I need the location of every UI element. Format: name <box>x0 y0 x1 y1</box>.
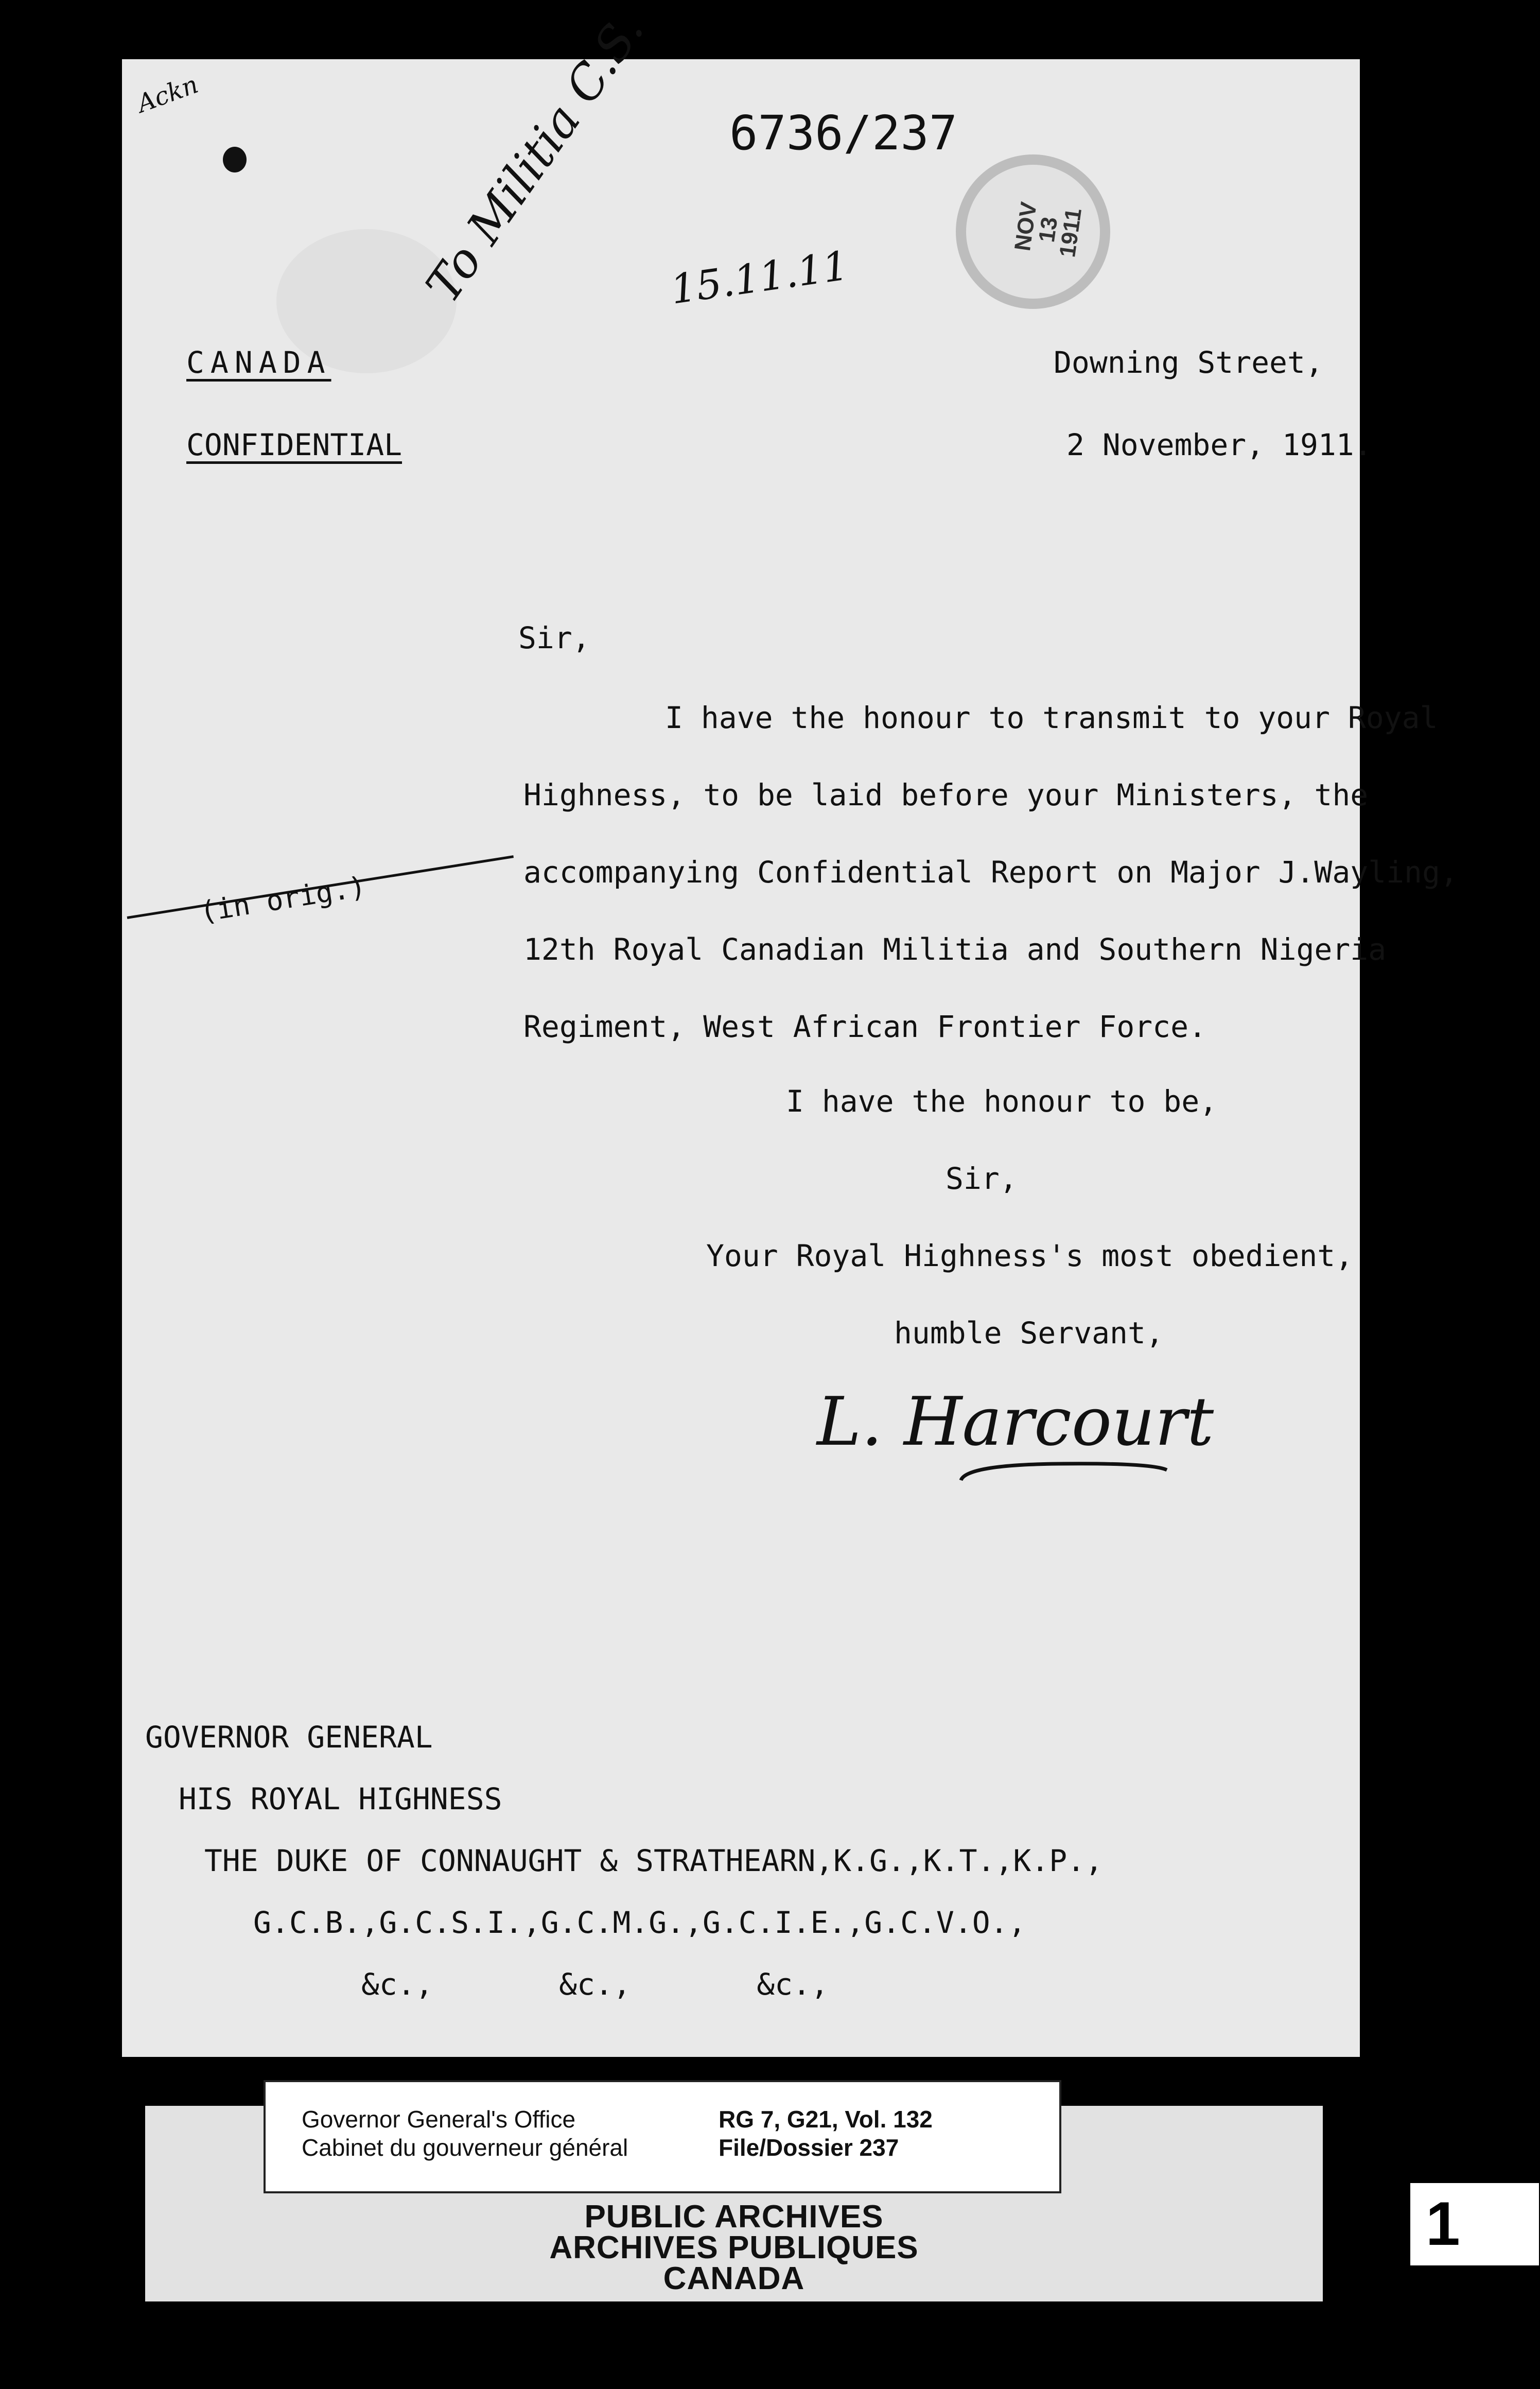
punch-hole <box>223 147 247 172</box>
stamp-month: NOV <box>1010 200 1042 253</box>
body-line: Regiment, West African Frontier Force. <box>523 1009 1206 1044</box>
body-line: Highness, to be laid before your Ministers, the <box>523 777 1369 812</box>
frame-number: 1 <box>1426 2189 1460 2258</box>
heading-confidential: CONFIDENTIAL <box>186 427 402 462</box>
file-number: 6736/237 <box>729 106 958 161</box>
closing-line: Your Royal Highness's most obedient, <box>706 1238 1354 1273</box>
letter-page <box>122 3 1458 2057</box>
signature: L. Harcourt <box>817 1382 1214 1461</box>
office-fr: Cabinet du gouverneur général <box>302 2134 628 2161</box>
addressee-line: THE DUKE OF CONNAUGHT & STRATHEARN,K.G.,K.T.,K.P., <box>204 1843 1103 1878</box>
body-line: I have the honour to transmit to your Royal <box>665 700 1438 735</box>
office-en: Governor General's Office <box>302 2106 576 2133</box>
closing-line: Sir, <box>946 1161 1018 1196</box>
corner-note: Ackn <box>133 70 202 119</box>
addressee-line: HIS ROYAL HIGHNESS <box>179 1781 502 1816</box>
addressee-line: G.C.B.,G.C.S.I.,G.C.M.G.,G.C.I.E.,G.C.V.O., <box>253 1905 1026 1940</box>
received-stamp <box>956 154 1110 309</box>
heading-canada: CANADA <box>186 345 331 380</box>
closing-line: I have the honour to be, <box>786 1084 1218 1119</box>
archive-label <box>145 2106 1323 2301</box>
signature-flourish <box>956 1449 1172 1496</box>
letter-date: 2 November, 1911. <box>1066 427 1372 462</box>
salutation: Sir, <box>518 620 590 655</box>
addressee-line: GOVERNOR GENERAL <box>145 1720 433 1755</box>
addressee-line: &c., &c., &c., <box>361 1967 829 2002</box>
archive-file: File/Dossier 237 <box>719 2134 899 2161</box>
stamp-day: 13 <box>1034 215 1063 244</box>
handwritten-routing: To Militia C.S. <box>415 3 655 313</box>
stamp-year: 1911 <box>1055 206 1087 259</box>
margin-note: (in orig.) <box>198 870 369 929</box>
archive-line-2: ARCHIVES PUBLIQUES <box>549 2230 919 2265</box>
archive-line-1: PUBLIC ARCHIVES <box>584 2199 884 2235</box>
letter-address: Downing Street, <box>1054 345 1323 380</box>
closing-line: humble Servant, <box>894 1315 1164 1351</box>
body-line: 12th Royal Canadian Militia and Southern Nigeria <box>523 932 1387 967</box>
archive-line-3: CANADA <box>663 2261 805 2296</box>
body-line: accompanying Confidential Report on Major J.Wayling, <box>523 855 1458 890</box>
archive-reference-box <box>264 2080 1061 2193</box>
handwritten-date: 15.11.11 <box>668 243 851 314</box>
film-frame-marker <box>1410 2183 1539 2265</box>
archive-reference: RG 7, G21, Vol. 132 <box>719 2106 933 2133</box>
